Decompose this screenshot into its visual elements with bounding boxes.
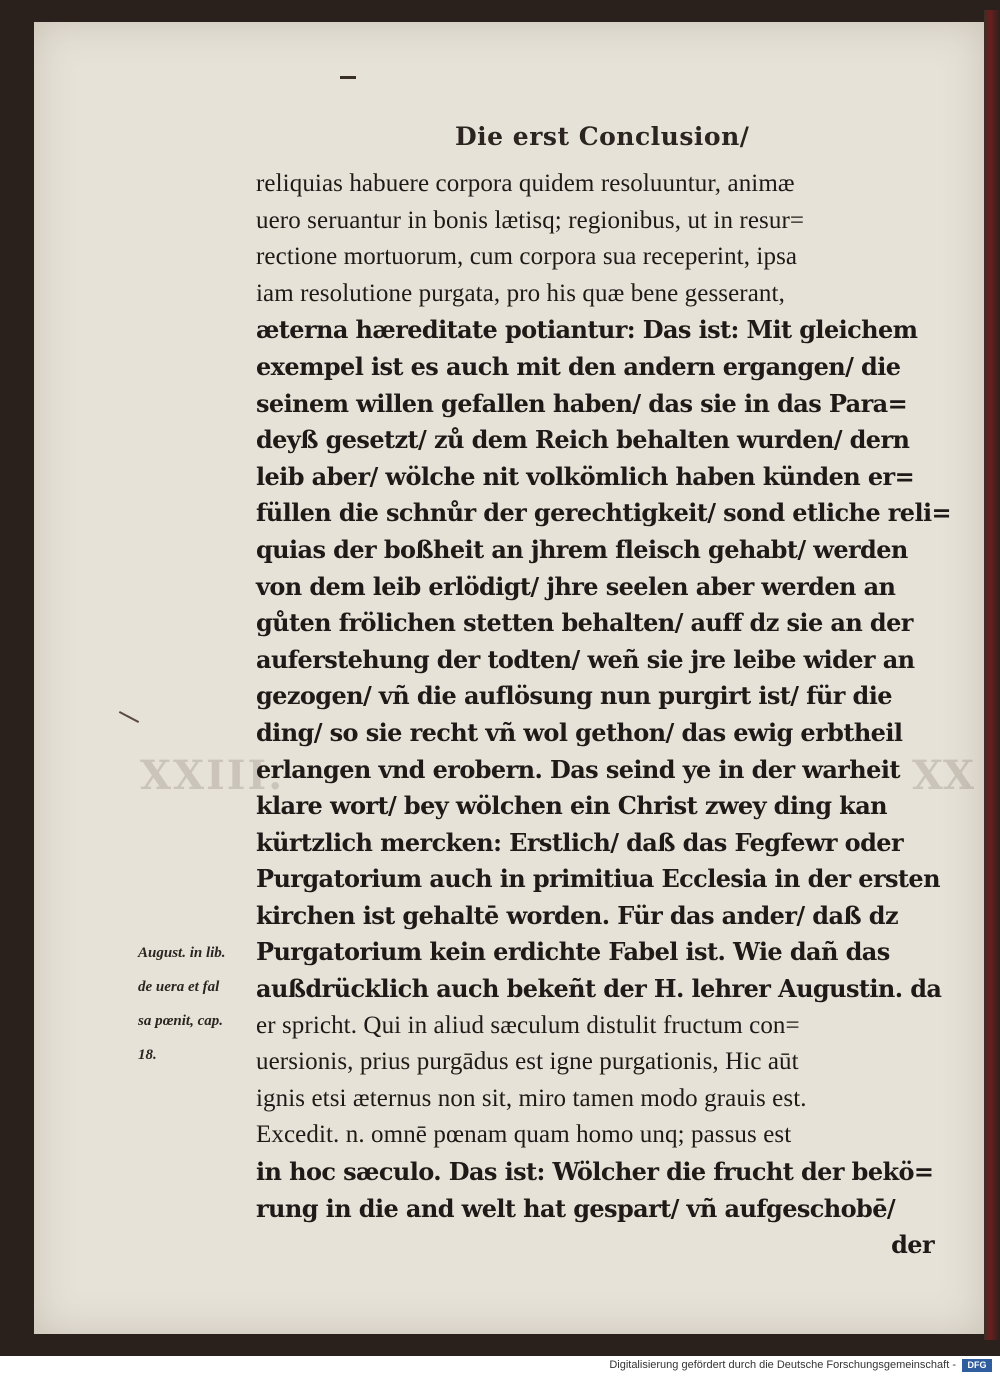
text-line: ignis etsi æternus non sit, miro tamen modo grauis est. <box>256 1084 807 1112</box>
text-line: rectione mortuorum, cum corpora sua receperint, ipsa <box>256 243 798 271</box>
text-line: Purgatorium auch in primitiua Ecclesia in der ersten <box>256 864 940 894</box>
book-edge <box>984 10 1000 1340</box>
text-line: uersionis, prius purgādus est igne purgationis, Hic aūt <box>256 1048 799 1076</box>
text-line: von dem leib erlödigt/ jhre seelen aber werden an <box>256 571 896 601</box>
printer-mark <box>340 76 356 79</box>
text-line: reliquias habuere corpora quidem resoluuntur, animæ <box>256 170 795 197</box>
catchword: der <box>891 1230 934 1260</box>
text-line: klare wort/ bey wölchen ein Christ zwey ding kan <box>256 791 887 821</box>
text-line: außdrücklich auch bekeñt der H. lehrer Augustin. da <box>256 974 942 1004</box>
text-line: er spricht. Qui in aliud sæculum distulit fructum con= <box>256 1011 800 1039</box>
show-through-mark: XXIII. <box>140 752 285 799</box>
text-line: auferstehung der todten/ weñ sie jre leibe wider an <box>256 644 915 674</box>
text-line: uero seruantur in bonis lætisq; regionibus, ut in resur= <box>256 206 805 234</box>
text-line: in hoc sæculo. Das ist: Wölcher die frucht der bekö= <box>256 1157 934 1187</box>
text-line: deyß gesetzt/ zů dem Reich behalten wurden/ dern <box>256 425 910 455</box>
show-through-mark-right: XX <box>912 752 975 799</box>
text-line: seinem willen gefallen haben/ das sie in das Para= <box>256 388 908 418</box>
margin-note-line: 18. <box>138 1047 157 1063</box>
funding-credit: Digitalisierung gefördert durch die Deutsche Forschungsgemeinschaft - <box>609 1359 956 1371</box>
text-line: Excedit. n. omnē pœnam quam homo unq; passus est <box>256 1121 792 1149</box>
text-line: iam resolutione purgata, pro his quæ bene gesserant, <box>256 279 785 307</box>
text-line: füllen die schnůr der gerechtigkeit/ sond etliche reli= <box>256 498 952 528</box>
body-text <box>256 166 952 1264</box>
margin-note-line: de uera et fal <box>138 979 220 995</box>
dfg-logo: DFG <box>962 1359 992 1372</box>
text-line: gůten frölichen stetten behalten/ auff dz sie an der <box>256 608 913 638</box>
text-line: ding/ so sie recht vñ wol gethon/ das ewig erbtheil <box>256 717 903 747</box>
text-line: erlangen vnd erobern. Das seind ye in der warheit <box>256 754 900 784</box>
running-head: Die erst Conclusion/ <box>455 122 750 151</box>
text-line: gezogen/ vñ die auflösung nun purgirt ist/ für die <box>256 681 892 711</box>
footer-bar <box>0 1356 1000 1376</box>
text-line: rung in die and welt hat gespart/ vñ aufgeschobē/ <box>256 1193 896 1223</box>
text-line: leib aber/ wölche nit volkömlich haben künden er= <box>256 461 915 491</box>
text-line: æterna hæreditate potiantur: Das ist: Mit gleichem <box>256 315 918 345</box>
text-line: kirchen ist gehaltē worden. Für das ander/ daß dz <box>256 900 899 930</box>
text-line: kürtzlich mercken: Erstlich/ daß das Fegfewr oder <box>256 827 903 857</box>
text-line: exempel ist es auch mit den andern ergangen/ die <box>256 351 901 381</box>
margin-note-line: sa pœnit, cap. <box>138 1013 224 1029</box>
text-line: Purgatorium kein erdichte Fabel ist. Wie dañ das <box>256 937 890 967</box>
text-line: quias der boßheit an jhrem fleisch gehabt/ werden <box>256 534 908 564</box>
margin-note <box>138 936 263 1072</box>
margin-note-line: August. in lib. <box>138 945 226 961</box>
